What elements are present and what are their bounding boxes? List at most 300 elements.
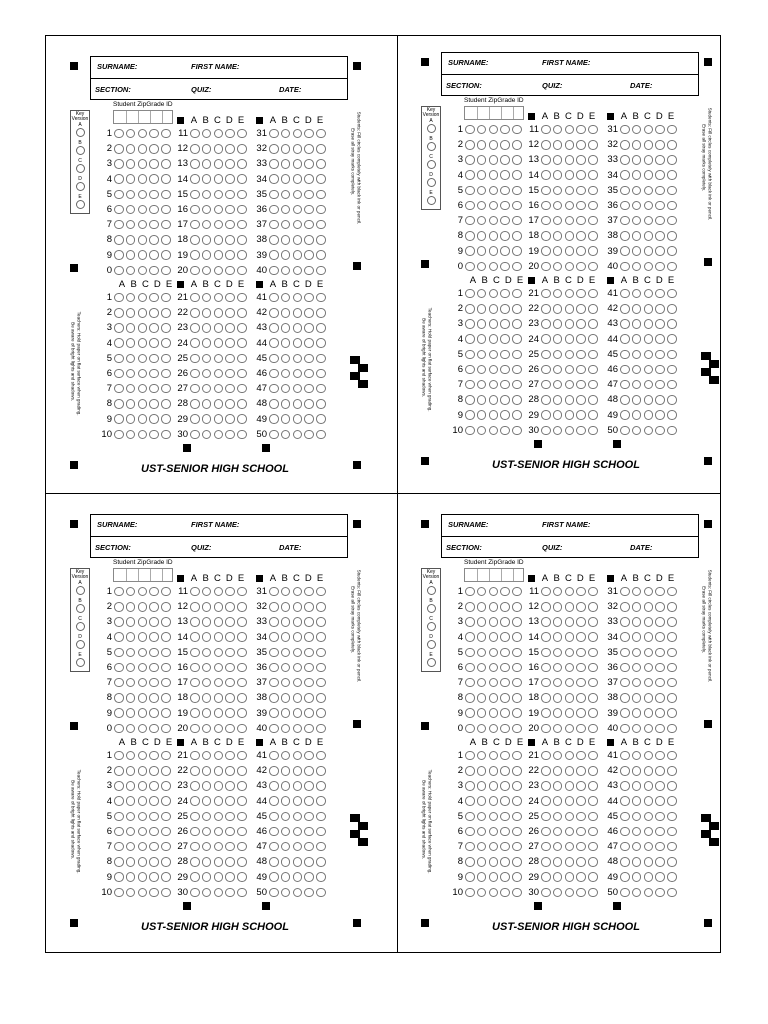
answer-bubble[interactable]	[465, 781, 475, 791]
answer-bubble[interactable]	[202, 751, 212, 761]
answer-bubble[interactable]	[237, 693, 247, 703]
answer-bubble[interactable]	[138, 888, 148, 898]
answer-bubble[interactable]	[667, 872, 677, 882]
answer-bubble[interactable]	[512, 246, 522, 256]
answer-bubble[interactable]	[161, 384, 171, 394]
answer-bubble[interactable]	[149, 724, 159, 734]
answer-bubble[interactable]	[202, 617, 212, 627]
answer-bubble[interactable]	[316, 751, 326, 761]
answer-bubble[interactable]	[500, 365, 510, 375]
answer-bubble[interactable]	[632, 648, 642, 658]
answer-bubble[interactable]	[553, 380, 563, 390]
answer-bubble[interactable]	[465, 693, 475, 703]
answer-bubble[interactable]	[588, 262, 598, 272]
answer-bubble[interactable]	[237, 678, 247, 688]
answer-bubble[interactable]	[149, 602, 159, 612]
answer-bubble[interactable]	[541, 410, 551, 420]
answer-bubble[interactable]	[237, 812, 247, 822]
answer-bubble[interactable]	[553, 602, 563, 612]
answer-bubble[interactable]	[293, 632, 303, 642]
answer-bubble[interactable]	[269, 724, 279, 734]
answer-bubble[interactable]	[161, 796, 171, 806]
answer-bubble[interactable]	[214, 414, 224, 424]
answer-bubble[interactable]	[202, 708, 212, 718]
answer-bubble[interactable]	[620, 289, 630, 299]
answer-bubble[interactable]	[281, 399, 291, 409]
answer-bubble[interactable]	[149, 796, 159, 806]
answer-bubble[interactable]	[644, 395, 654, 405]
answer-bubble[interactable]	[644, 410, 654, 420]
answer-bubble[interactable]	[565, 319, 575, 329]
answer-bubble[interactable]	[281, 430, 291, 440]
answer-bubble[interactable]	[553, 857, 563, 867]
answer-bubble[interactable]	[565, 751, 575, 761]
answer-bubble[interactable]	[632, 140, 642, 150]
answer-bubble[interactable]	[225, 293, 235, 303]
answer-bubble[interactable]	[281, 266, 291, 276]
answer-bubble[interactable]	[620, 140, 630, 150]
answer-bubble[interactable]	[565, 304, 575, 314]
answer-bubble[interactable]	[281, 781, 291, 791]
answer-bubble[interactable]	[500, 693, 510, 703]
answer-bubble[interactable]	[269, 430, 279, 440]
answer-bubble[interactable]	[632, 602, 642, 612]
answer-bubble[interactable]	[541, 246, 551, 256]
key-version-bubble[interactable]	[427, 142, 436, 151]
answer-bubble[interactable]	[114, 369, 124, 379]
answer-bubble[interactable]	[138, 129, 148, 139]
answer-bubble[interactable]	[190, 266, 200, 276]
answer-bubble[interactable]	[667, 587, 677, 597]
answer-bubble[interactable]	[225, 693, 235, 703]
answer-bubble[interactable]	[565, 246, 575, 256]
answer-bubble[interactable]	[138, 872, 148, 882]
answer-bubble[interactable]	[576, 289, 586, 299]
answer-bubble[interactable]	[500, 140, 510, 150]
answer-bubble[interactable]	[114, 648, 124, 658]
answer-bubble[interactable]	[114, 354, 124, 364]
answer-bubble[interactable]	[149, 323, 159, 333]
answer-bubble[interactable]	[190, 602, 200, 612]
answer-bubble[interactable]	[202, 724, 212, 734]
answer-bubble[interactable]	[316, 384, 326, 394]
answer-bubble[interactable]	[225, 338, 235, 348]
answer-bubble[interactable]	[202, 827, 212, 837]
answer-bubble[interactable]	[126, 751, 136, 761]
answer-bubble[interactable]	[190, 708, 200, 718]
answer-bubble[interactable]	[214, 602, 224, 612]
answer-bubble[interactable]	[588, 724, 598, 734]
answer-bubble[interactable]	[149, 781, 159, 791]
answer-bubble[interactable]	[588, 678, 598, 688]
answer-bubble[interactable]	[316, 812, 326, 822]
answer-bubble[interactable]	[465, 888, 475, 898]
answer-bubble[interactable]	[149, 129, 159, 139]
answer-bubble[interactable]	[114, 751, 124, 761]
answer-bubble[interactable]	[465, 796, 475, 806]
answer-bubble[interactable]	[512, 125, 522, 135]
answer-bubble[interactable]	[237, 724, 247, 734]
answer-bubble[interactable]	[190, 751, 200, 761]
answer-bubble[interactable]	[293, 781, 303, 791]
answer-bubble[interactable]	[269, 751, 279, 761]
key-version-bubble[interactable]	[76, 658, 85, 667]
answer-bubble[interactable]	[225, 250, 235, 260]
answer-bubble[interactable]	[138, 323, 148, 333]
answer-bubble[interactable]	[588, 602, 598, 612]
answer-bubble[interactable]	[161, 678, 171, 688]
answer-bubble[interactable]	[316, 174, 326, 184]
answer-bubble[interactable]	[161, 812, 171, 822]
answer-bubble[interactable]	[304, 617, 314, 627]
answer-bubble[interactable]	[225, 857, 235, 867]
answer-bubble[interactable]	[477, 426, 487, 436]
answer-bubble[interactable]	[316, 602, 326, 612]
answer-bubble[interactable]	[576, 334, 586, 344]
answer-bubble[interactable]	[588, 319, 598, 329]
answer-bubble[interactable]	[138, 827, 148, 837]
answer-bubble[interactable]	[316, 663, 326, 673]
answer-bubble[interactable]	[620, 842, 630, 852]
key-version-bubble[interactable]	[76, 182, 85, 191]
answer-bubble[interactable]	[489, 395, 499, 405]
answer-bubble[interactable]	[477, 289, 487, 299]
answer-bubble[interactable]	[655, 781, 665, 791]
answer-bubble[interactable]	[149, 205, 159, 215]
answer-bubble[interactable]	[293, 678, 303, 688]
answer-bubble[interactable]	[667, 663, 677, 673]
answer-bubble[interactable]	[553, 663, 563, 673]
answer-bubble[interactable]	[565, 170, 575, 180]
answer-bubble[interactable]	[214, 663, 224, 673]
key-version-bubble[interactable]	[76, 200, 85, 209]
answer-bubble[interactable]	[281, 129, 291, 139]
answer-bubble[interactable]	[541, 751, 551, 761]
answer-bubble[interactable]	[237, 602, 247, 612]
answer-bubble[interactable]	[114, 414, 124, 424]
answer-bubble[interactable]	[644, 857, 654, 867]
answer-bubble[interactable]	[541, 170, 551, 180]
answer-bubble[interactable]	[316, 648, 326, 658]
answer-bubble[interactable]	[489, 426, 499, 436]
answer-bubble[interactable]	[644, 708, 654, 718]
answer-bubble[interactable]	[161, 602, 171, 612]
answer-bubble[interactable]	[512, 602, 522, 612]
answer-bubble[interactable]	[316, 399, 326, 409]
answer-bubble[interactable]	[225, 190, 235, 200]
answer-bubble[interactable]	[202, 220, 212, 230]
answer-bubble[interactable]	[644, 262, 654, 272]
answer-bubble[interactable]	[553, 724, 563, 734]
answer-bubble[interactable]	[644, 842, 654, 852]
answer-bubble[interactable]	[489, 812, 499, 822]
answer-bubble[interactable]	[316, 338, 326, 348]
answer-bubble[interactable]	[667, 812, 677, 822]
answer-bubble[interactable]	[576, 693, 586, 703]
answer-bubble[interactable]	[281, 235, 291, 245]
answer-bubble[interactable]	[149, 751, 159, 761]
answer-bubble[interactable]	[126, 205, 136, 215]
answer-bubble[interactable]	[126, 617, 136, 627]
answer-bubble[interactable]	[237, 235, 247, 245]
answer-bubble[interactable]	[126, 827, 136, 837]
answer-bubble[interactable]	[281, 414, 291, 424]
answer-bubble[interactable]	[477, 350, 487, 360]
answer-bubble[interactable]	[553, 617, 563, 627]
answer-bubble[interactable]	[138, 414, 148, 424]
answer-bubble[interactable]	[237, 308, 247, 318]
answer-bubble[interactable]	[138, 159, 148, 169]
answer-bubble[interactable]	[576, 350, 586, 360]
answer-bubble[interactable]	[541, 289, 551, 299]
key-version-option[interactable]	[71, 159, 89, 173]
answer-bubble[interactable]	[553, 231, 563, 241]
answer-bubble[interactable]	[576, 842, 586, 852]
answer-bubble[interactable]	[576, 708, 586, 718]
answer-bubble[interactable]	[620, 587, 630, 597]
answer-bubble[interactable]	[293, 308, 303, 318]
answer-bubble[interactable]	[269, 129, 279, 139]
answer-bubble[interactable]	[190, 812, 200, 822]
key-version-option[interactable]	[71, 599, 89, 613]
answer-bubble[interactable]	[190, 617, 200, 627]
answer-bubble[interactable]	[225, 205, 235, 215]
key-version-option[interactable]	[422, 155, 440, 169]
answer-bubble[interactable]	[114, 587, 124, 597]
answer-bubble[interactable]	[620, 231, 630, 241]
answer-bubble[interactable]	[644, 201, 654, 211]
answer-bubble[interactable]	[667, 140, 677, 150]
answer-bubble[interactable]	[225, 781, 235, 791]
answer-bubble[interactable]	[237, 766, 247, 776]
answer-bubble[interactable]	[489, 304, 499, 314]
answer-bubble[interactable]	[667, 170, 677, 180]
answer-bubble[interactable]	[512, 410, 522, 420]
answer-bubble[interactable]	[214, 617, 224, 627]
answer-bubble[interactable]	[655, 125, 665, 135]
answer-bubble[interactable]	[126, 632, 136, 642]
key-version-bubble[interactable]	[427, 124, 436, 133]
answer-bubble[interactable]	[202, 414, 212, 424]
answer-bubble[interactable]	[214, 648, 224, 658]
answer-bubble[interactable]	[149, 678, 159, 688]
answer-bubble[interactable]	[576, 395, 586, 405]
answer-bubble[interactable]	[553, 842, 563, 852]
answer-bubble[interactable]	[541, 380, 551, 390]
answer-bubble[interactable]	[202, 323, 212, 333]
answer-bubble[interactable]	[632, 842, 642, 852]
answer-bubble[interactable]	[512, 751, 522, 761]
answer-bubble[interactable]	[161, 842, 171, 852]
answer-bubble[interactable]	[477, 632, 487, 642]
answer-bubble[interactable]	[304, 751, 314, 761]
answer-bubble[interactable]	[541, 395, 551, 405]
answer-bubble[interactable]	[225, 587, 235, 597]
answer-bubble[interactable]	[489, 380, 499, 390]
answer-bubble[interactable]	[541, 617, 551, 627]
answer-bubble[interactable]	[138, 617, 148, 627]
answer-bubble[interactable]	[512, 155, 522, 165]
answer-bubble[interactable]	[500, 380, 510, 390]
answer-bubble[interactable]	[576, 380, 586, 390]
answer-bubble[interactable]	[126, 338, 136, 348]
answer-bubble[interactable]	[316, 129, 326, 139]
key-version-option[interactable]	[422, 581, 440, 595]
answer-bubble[interactable]	[237, 708, 247, 718]
answer-bubble[interactable]	[553, 781, 563, 791]
answer-bubble[interactable]	[655, 186, 665, 196]
answer-bubble[interactable]	[237, 888, 247, 898]
answer-bubble[interactable]	[541, 796, 551, 806]
answer-bubble[interactable]	[138, 648, 148, 658]
answer-bubble[interactable]	[588, 872, 598, 882]
answer-bubble[interactable]	[269, 796, 279, 806]
answer-bubble[interactable]	[500, 648, 510, 658]
answer-bubble[interactable]	[293, 323, 303, 333]
key-version-bubble[interactable]	[427, 604, 436, 613]
key-version-option[interactable]	[71, 141, 89, 155]
answer-bubble[interactable]	[632, 350, 642, 360]
answer-bubble[interactable]	[149, 174, 159, 184]
answer-bubble[interactable]	[237, 751, 247, 761]
answer-bubble[interactable]	[553, 125, 563, 135]
answer-bubble[interactable]	[512, 888, 522, 898]
answer-bubble[interactable]	[237, 827, 247, 837]
answer-bubble[interactable]	[512, 857, 522, 867]
answer-bubble[interactable]	[225, 354, 235, 364]
answer-bubble[interactable]	[576, 140, 586, 150]
answer-bubble[interactable]	[667, 602, 677, 612]
answer-bubble[interactable]	[655, 365, 665, 375]
answer-bubble[interactable]	[541, 125, 551, 135]
answer-bubble[interactable]	[114, 430, 124, 440]
answer-bubble[interactable]	[138, 338, 148, 348]
key-version-option[interactable]	[422, 617, 440, 631]
answer-bubble[interactable]	[269, 781, 279, 791]
answer-bubble[interactable]	[489, 708, 499, 718]
answer-bubble[interactable]	[477, 617, 487, 627]
key-version-option[interactable]	[71, 653, 89, 667]
answer-bubble[interactable]	[512, 617, 522, 627]
answer-bubble[interactable]	[161, 174, 171, 184]
answer-bubble[interactable]	[161, 354, 171, 364]
answer-bubble[interactable]	[138, 766, 148, 776]
answer-bubble[interactable]	[190, 888, 200, 898]
answer-bubble[interactable]	[237, 632, 247, 642]
answer-bubble[interactable]	[316, 617, 326, 627]
key-version-bubble[interactable]	[76, 622, 85, 631]
answer-bubble[interactable]	[214, 812, 224, 822]
answer-bubble[interactable]	[489, 617, 499, 627]
answer-bubble[interactable]	[225, 308, 235, 318]
answer-bubble[interactable]	[202, 293, 212, 303]
answer-bubble[interactable]	[202, 888, 212, 898]
answer-bubble[interactable]	[576, 751, 586, 761]
answer-bubble[interactable]	[214, 632, 224, 642]
answer-bubble[interactable]	[588, 125, 598, 135]
answer-bubble[interactable]	[114, 220, 124, 230]
answer-bubble[interactable]	[465, 350, 475, 360]
answer-bubble[interactable]	[316, 781, 326, 791]
answer-bubble[interactable]	[576, 724, 586, 734]
answer-bubble[interactable]	[667, 632, 677, 642]
answer-bubble[interactable]	[293, 708, 303, 718]
answer-bubble[interactable]	[500, 155, 510, 165]
answer-bubble[interactable]	[667, 766, 677, 776]
answer-bubble[interactable]	[588, 365, 598, 375]
answer-bubble[interactable]	[632, 231, 642, 241]
answer-bubble[interactable]	[281, 796, 291, 806]
answer-bubble[interactable]	[553, 140, 563, 150]
answer-bubble[interactable]	[500, 827, 510, 837]
answer-bubble[interactable]	[632, 724, 642, 734]
answer-bubble[interactable]	[644, 334, 654, 344]
answer-bubble[interactable]	[632, 155, 642, 165]
answer-bubble[interactable]	[161, 888, 171, 898]
answer-bubble[interactable]	[489, 781, 499, 791]
answer-bubble[interactable]	[477, 231, 487, 241]
answer-bubble[interactable]	[293, 648, 303, 658]
answer-bubble[interactable]	[655, 663, 665, 673]
answer-bubble[interactable]	[237, 144, 247, 154]
answer-bubble[interactable]	[304, 888, 314, 898]
answer-bubble[interactable]	[512, 289, 522, 299]
answer-bubble[interactable]	[620, 766, 630, 776]
answer-bubble[interactable]	[632, 766, 642, 776]
answer-bubble[interactable]	[541, 708, 551, 718]
answer-bubble[interactable]	[620, 365, 630, 375]
student-id-write-box[interactable]	[464, 568, 524, 582]
answer-bubble[interactable]	[293, 766, 303, 776]
answer-bubble[interactable]	[225, 235, 235, 245]
answer-bubble[interactable]	[588, 648, 598, 658]
answer-bubble[interactable]	[214, 827, 224, 837]
answer-bubble[interactable]	[620, 796, 630, 806]
answer-bubble[interactable]	[553, 410, 563, 420]
answer-bubble[interactable]	[269, 266, 279, 276]
answer-bubble[interactable]	[477, 201, 487, 211]
answer-bubble[interactable]	[126, 293, 136, 303]
answer-bubble[interactable]	[269, 369, 279, 379]
answer-bubble[interactable]	[269, 888, 279, 898]
answer-bubble[interactable]	[293, 293, 303, 303]
answer-bubble[interactable]	[644, 289, 654, 299]
key-version-bubble[interactable]	[76, 146, 85, 155]
key-version-bubble[interactable]	[427, 640, 436, 649]
answer-bubble[interactable]	[465, 827, 475, 837]
answer-bubble[interactable]	[565, 872, 575, 882]
answer-bubble[interactable]	[149, 250, 159, 260]
answer-bubble[interactable]	[114, 678, 124, 688]
answer-bubble[interactable]	[553, 246, 563, 256]
answer-bubble[interactable]	[644, 186, 654, 196]
answer-bubble[interactable]	[214, 338, 224, 348]
answer-bubble[interactable]	[269, 235, 279, 245]
answer-bubble[interactable]	[655, 201, 665, 211]
answer-bubble[interactable]	[667, 724, 677, 734]
answer-bubble[interactable]	[316, 693, 326, 703]
answer-bubble[interactable]	[565, 842, 575, 852]
answer-bubble[interactable]	[541, 872, 551, 882]
answer-bubble[interactable]	[269, 205, 279, 215]
answer-bubble[interactable]	[316, 724, 326, 734]
answer-bubble[interactable]	[588, 617, 598, 627]
answer-bubble[interactable]	[161, 190, 171, 200]
answer-bubble[interactable]	[138, 693, 148, 703]
answer-bubble[interactable]	[202, 857, 212, 867]
answer-bubble[interactable]	[477, 380, 487, 390]
answer-bubble[interactable]	[202, 678, 212, 688]
